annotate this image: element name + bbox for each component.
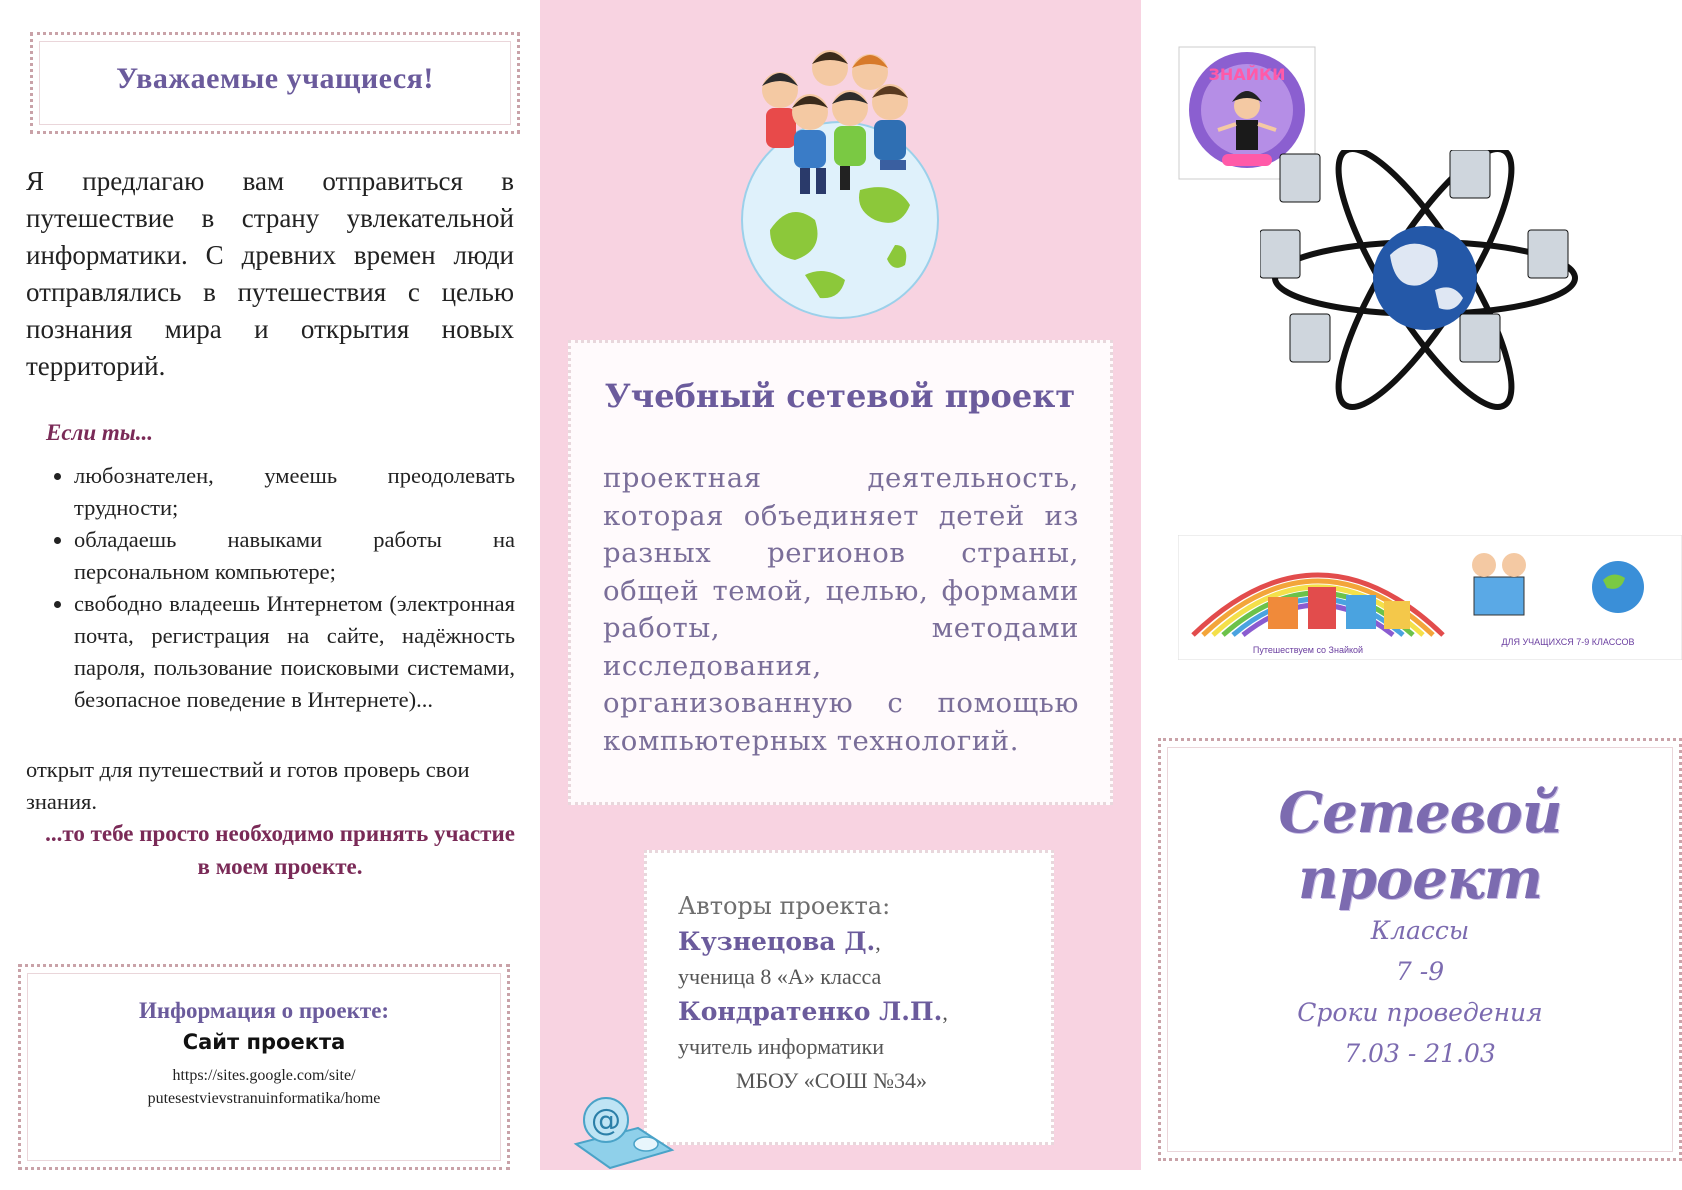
email-at-icon <box>568 1088 678 1170</box>
requirements-list <box>40 460 515 716</box>
classes-label: Классы <box>1370 916 1470 945</box>
author-role: учитель информатики <box>678 1034 885 1059</box>
authors-block: Авторы проекта: Кузнецова Д., ученица 8 «А» класса Кондратенко Л.П., учитель информатики МБОУ «СОШ №34» <box>678 888 1048 1098</box>
site-label: Сайт проекта <box>182 1030 346 1054</box>
cover-meta <box>1158 910 1682 1074</box>
kids-on-globe-illustration <box>710 20 970 320</box>
banner-left-text: Путешествуем со Знайкой <box>1252 645 1364 655</box>
cover-title: Сетевой проект <box>1278 780 1562 912</box>
dates-label: Сроки проведения <box>1297 998 1543 1027</box>
site-url-link[interactable]: https://sites.google.com/site/ putesestvievstranuinformatika/home <box>147 1067 381 1107</box>
open-line-text: открыт для путешествий и готов проверь свои знания. <box>26 757 470 814</box>
svg-text:@: @ <box>591 1103 621 1138</box>
info-heading: Информация о проекте: <box>138 998 390 1023</box>
computer-network-illustration <box>1260 150 1590 410</box>
greeting-heading: Уважаемые учащиеся! <box>116 62 434 95</box>
author-name: Кондратенко Л.П. <box>678 997 943 1026</box>
if-you-heading: Если ты... <box>46 420 153 445</box>
authors-label: Авторы проекта: <box>678 892 891 920</box>
banner-right-text: ДЛЯ УЧАЩИХСЯ 7-9 КЛАССОВ <box>1501 637 1635 647</box>
classes-value: 7 -9 <box>1395 957 1445 986</box>
dates-value: 7.03 - 21.03 <box>1344 1039 1496 1068</box>
list-item: • любознателен, умеешь преодолевать трудности; <box>74 460 515 524</box>
call-to-action: ...то тебе просто необходимо принять участие в моем проекте. <box>45 821 515 879</box>
logo-text: ЗНАЙКИ <box>1208 65 1286 84</box>
intro-paragraph: Я предлагаю вам отправиться в путешествие в страну увлекательной информатики. С древних времен люди отправлялись в путешествия с целью познания мира и открытия новых территорий. <box>26 166 514 381</box>
author-role: ученица 8 «А» класса <box>678 964 882 989</box>
project-description: проектная деятельность, которая объединяет детей из разных регионов страны, общей темой, целью, формами работы, методами исследования, организованную с помощью компьютерных технологий. <box>603 462 1079 757</box>
travel-banner <box>1178 535 1682 660</box>
author-name: Кузнецова Д. <box>678 927 876 956</box>
list-item: • свободно владеешь Интернетом (электронная почта, регистрация на сайте, надёжность пароля, пользование поисковыми системами, безопасное поведение в Интернете)... <box>74 588 515 716</box>
school-name: МБОУ «СОШ №34» <box>736 1068 928 1093</box>
project-title: Учебный сетевой проект <box>604 377 1076 415</box>
list-item: • обладаешь навыками работы на персональном компьютере; <box>74 524 515 588</box>
